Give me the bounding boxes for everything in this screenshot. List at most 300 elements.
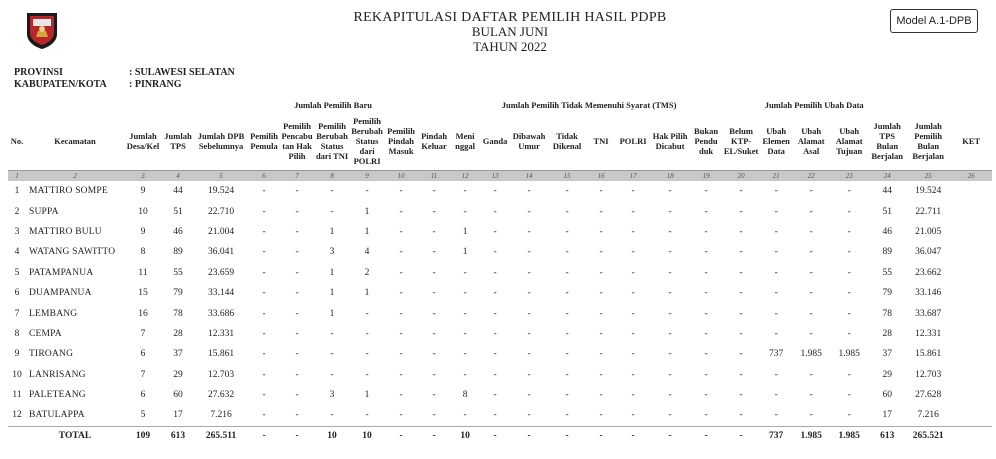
table-cell: 7 [14, 308, 20, 319]
table-cell: 46 [173, 226, 183, 237]
column-header: No. [10, 136, 24, 146]
table-cell: 2 [364, 267, 370, 278]
table-cell: - [280, 426, 314, 445]
table-cell: 1 [364, 226, 370, 237]
table-cell: 9 [140, 186, 146, 197]
table-cell: - [704, 267, 708, 278]
table-cell: - [774, 186, 778, 197]
column-number: 13 [480, 171, 510, 182]
table-cell: 16 [138, 308, 148, 319]
column-number: 22 [792, 171, 830, 182]
table-cell: - [262, 186, 266, 197]
table-cell: - [631, 206, 635, 217]
column-header: Ubah Alamat Asal [797, 126, 825, 156]
table-cell: - [510, 426, 548, 445]
table-cell: 6 [140, 390, 146, 401]
table-cell: 29 [882, 369, 892, 380]
table-cell: - [809, 390, 813, 401]
table-cell: - [599, 288, 603, 299]
group-header-new-voters: Jumlah Pemilih Baru [294, 100, 373, 110]
table-cell: 613 [868, 426, 906, 445]
table-cell: 33.146 [915, 288, 942, 299]
kecamatan-cell: TOTAL [26, 426, 124, 445]
table-cell: - [565, 288, 569, 299]
table-cell: 10 [450, 426, 480, 445]
table-cell: 23.659 [207, 267, 235, 278]
table-cell [950, 344, 992, 364]
table-cell: - [704, 226, 708, 237]
table-cell: - [399, 267, 403, 278]
table-cell: - [631, 410, 635, 421]
column-number: 23 [830, 171, 868, 182]
table-cell: - [631, 308, 635, 319]
column-number: 20 [722, 171, 760, 182]
table-cell: 60 [882, 390, 892, 401]
column-header: Pemilih Berubah Status dari POLRI [351, 116, 383, 166]
table-cell: - [330, 206, 334, 217]
table-cell: - [295, 247, 299, 258]
table-cell: - [565, 206, 569, 217]
table-cell: - [599, 206, 603, 217]
table-cell: - [668, 226, 672, 237]
table-cell [950, 365, 992, 385]
table-row [8, 263, 992, 283]
table-cell: 79 [173, 288, 183, 299]
table-cell: 23.662 [915, 267, 942, 278]
table-cell: 9 [14, 349, 20, 360]
table-cell: 10 [314, 426, 350, 445]
table-cell: - [330, 328, 334, 339]
column-number: 6 [248, 171, 280, 182]
table-cell: 3 [329, 390, 335, 401]
column-number: 9 [350, 171, 384, 182]
column-number: 26 [950, 171, 992, 182]
table-cell: - [739, 247, 743, 258]
table-cell: - [774, 206, 778, 217]
table-cell: - [774, 410, 778, 421]
table-cell: - [418, 426, 450, 445]
table-cell: 10 [138, 206, 148, 217]
kecamatan-cell: WATANG SAWITTO [29, 247, 116, 258]
table-cell: - [463, 328, 467, 339]
table-cell: - [631, 186, 635, 197]
table-cell: - [847, 267, 851, 278]
table-cell: - [399, 186, 403, 197]
table-cell: - [432, 267, 436, 278]
kecamatan-cell: MATTIRO BULU [29, 226, 102, 237]
report-month: BULAN JUNI [471, 24, 549, 40]
column-header: KET [962, 136, 981, 146]
table-cell: - [774, 369, 778, 380]
table-cell: 89 [882, 247, 892, 258]
table-cell: - [493, 390, 497, 401]
table-cell: 7 [140, 369, 146, 380]
table-cell: 44 [173, 186, 183, 197]
table-cell: - [565, 226, 569, 237]
table-cell: - [631, 267, 635, 278]
table-cell: - [668, 349, 672, 360]
column-number: 10 [384, 171, 418, 182]
table-cell: - [330, 186, 334, 197]
table-cell: - [668, 247, 672, 258]
table-cell: - [739, 288, 743, 299]
table-cell: - [616, 426, 650, 445]
table-cell: - [774, 328, 778, 339]
column-header: Ubah Alamat Tujuan [835, 126, 863, 156]
table-cell: - [493, 226, 497, 237]
table-cell: 33.144 [207, 288, 235, 299]
table-cell: - [565, 308, 569, 319]
table-cell: 51 [173, 206, 183, 217]
table-cell: - [399, 328, 403, 339]
table-cell: - [739, 390, 743, 401]
table-cell: - [463, 308, 467, 319]
column-header: Ganda [482, 136, 508, 146]
table-cell: - [262, 226, 266, 237]
table-cell: - [809, 369, 813, 380]
table-cell: - [809, 308, 813, 319]
table-cell: - [668, 369, 672, 380]
table-cell: - [847, 288, 851, 299]
table-cell: 5 [14, 267, 20, 278]
column-header: Meni nggal [455, 131, 475, 151]
table-cell: 19.524 [207, 186, 235, 197]
table-cell: - [432, 247, 436, 258]
table-cell: - [739, 186, 743, 197]
table-cell: - [527, 390, 531, 401]
column-number: 11 [418, 171, 450, 182]
table-cell: 109 [124, 426, 162, 445]
table-cell: - [432, 186, 436, 197]
table-cell: - [493, 267, 497, 278]
kpu-logo-icon [24, 10, 60, 50]
column-number: 18 [650, 171, 690, 182]
table-cell: 60 [173, 390, 183, 401]
group-header-data-change: Jumlah Pemilih Ubah Data [764, 100, 864, 110]
column-header: Jumlah Desa/Kel [126, 131, 160, 151]
report-title: REKAPITULASI DAFTAR PEMILIH HASIL PDPB [353, 10, 667, 25]
table-row [8, 283, 992, 303]
table-cell: - [690, 426, 722, 445]
table-cell: - [565, 410, 569, 421]
table-cell: - [809, 247, 813, 258]
table-cell: - [463, 186, 467, 197]
table-cell: - [493, 328, 497, 339]
table-cell: 10 [350, 426, 384, 445]
kecamatan-cell: CEMPA [29, 328, 62, 339]
column-number: 21 [760, 171, 792, 182]
table-cell: - [739, 410, 743, 421]
table-cell: - [704, 328, 708, 339]
table-cell: - [463, 288, 467, 299]
table-cell: - [599, 390, 603, 401]
table-cell: - [527, 328, 531, 339]
table-cell: 55 [882, 267, 892, 278]
region-info [14, 67, 235, 91]
table-cell: 1 [329, 226, 335, 237]
table-cell: 1 [462, 226, 468, 237]
table-cell: 5 [140, 410, 146, 421]
table-cell: 22.711 [915, 206, 942, 217]
kecamatan-cell: PALETEANG [29, 390, 86, 401]
table-row [8, 181, 992, 201]
column-header: Pemilih Berubah Status dari TNI [315, 121, 349, 161]
table-cell [950, 201, 992, 221]
table-cell: - [565, 369, 569, 380]
model-badge: Model A.1-DPB [890, 9, 978, 33]
table-cell: - [739, 206, 743, 217]
column-header: Jumlah TPS Bulan Berjalan [871, 121, 904, 161]
table-cell: - [668, 267, 672, 278]
table-row [8, 405, 992, 426]
table-cell: - [847, 226, 851, 237]
table-cell [950, 222, 992, 242]
table-cell: - [262, 288, 266, 299]
table-cell: 10 [12, 369, 22, 380]
table-cell: - [432, 206, 436, 217]
table-cell: 55 [173, 267, 183, 278]
table-cell: - [295, 349, 299, 360]
table-cell: 37 [882, 349, 892, 360]
table-cell: - [668, 186, 672, 197]
table-cell: - [330, 369, 334, 380]
group-header-tms: Jumlah Pemilih Tidak Memenuhi Syarat (TMS) [501, 100, 677, 110]
table-cell: - [295, 206, 299, 217]
table-cell: - [565, 186, 569, 197]
column-number: 8 [314, 171, 350, 182]
table-cell: 613 [162, 426, 194, 445]
table-cell: - [704, 247, 708, 258]
table-cell: 4 [14, 247, 20, 258]
table-cell: - [668, 288, 672, 299]
column-header: Bukan Pendu duk [694, 126, 719, 156]
table-cell: - [432, 288, 436, 299]
table-cell: - [463, 369, 467, 380]
column-header: Pemilih Pindah Masuk [387, 126, 415, 156]
table-cell: - [365, 328, 369, 339]
table-cell: - [365, 369, 369, 380]
table-cell [950, 405, 992, 426]
table-cell [950, 303, 992, 323]
table-cell: 33.687 [915, 308, 942, 319]
kecamatan-cell: PATAMPANUA [29, 267, 94, 278]
table-cell: 265.521 [906, 426, 950, 445]
table-cell: - [599, 186, 603, 197]
kecamatan-cell: LANRISANG [29, 369, 86, 380]
table-row [8, 222, 992, 242]
kecamatan-cell: BATULAPPA [29, 410, 85, 421]
table-cell: - [704, 288, 708, 299]
table-cell: 27.628 [915, 390, 942, 401]
table-cell [950, 181, 992, 201]
table-cell: - [365, 410, 369, 421]
table-cell: - [527, 410, 531, 421]
table-cell: 28 [882, 328, 892, 339]
table-cell: 9 [140, 226, 146, 237]
table-cell: 78 [173, 308, 183, 319]
provinsi-value: : SULAWESI SELATAN [129, 67, 235, 78]
table-cell: - [847, 247, 851, 258]
kecamatan-cell: LEMBANG [29, 308, 78, 319]
table-cell: 21.005 [915, 226, 942, 237]
table-cell: - [295, 308, 299, 319]
table-cell: - [330, 410, 334, 421]
table-cell: - [463, 349, 467, 360]
table-cell: - [262, 328, 266, 339]
column-header: Pindah Keluar [421, 131, 448, 151]
table-cell: 1 [462, 247, 468, 258]
table-cell: - [399, 247, 403, 258]
kabupaten-value: : PINRANG [129, 79, 182, 90]
table-cell: - [463, 267, 467, 278]
table-cell: - [809, 328, 813, 339]
table-cell: 1 [364, 390, 370, 401]
table-row [8, 303, 992, 323]
table-cell: - [330, 349, 334, 360]
table-cell: 737 [769, 349, 784, 360]
table-cell: 79 [882, 288, 892, 299]
table-cell: - [668, 308, 672, 319]
table-cell: - [399, 390, 403, 401]
table-cell: - [432, 390, 436, 401]
table-cell: - [847, 390, 851, 401]
table-cell: - [262, 410, 266, 421]
table-cell: 1 [14, 186, 20, 197]
table-cell: - [704, 410, 708, 421]
kecamatan-cell: TIROANG [29, 349, 74, 360]
column-number: 4 [162, 171, 194, 182]
column-header: Belum KTP-EL/Suket [723, 126, 759, 156]
column-number: 2 [26, 171, 124, 182]
table-cell: - [432, 328, 436, 339]
column-header: Dibawah Umur [512, 131, 546, 151]
table-cell: - [295, 328, 299, 339]
table-cell: 19.524 [915, 186, 942, 197]
table-cell [950, 263, 992, 283]
table-cell: - [774, 390, 778, 401]
table-cell: - [565, 390, 569, 401]
column-number: 19 [690, 171, 722, 182]
table-cell: 22.710 [207, 206, 235, 217]
column-number: 24 [868, 171, 906, 182]
table-cell: - [599, 226, 603, 237]
table-cell: 17 [173, 410, 183, 421]
table-cell: 1 [364, 206, 370, 217]
table-cell: - [399, 288, 403, 299]
table-cell: - [599, 308, 603, 319]
table-cell: - [847, 328, 851, 339]
column-number: 14 [510, 171, 548, 182]
table-cell: - [248, 426, 280, 445]
column-header: Hak Pilih Dicabut [652, 131, 688, 151]
table-cell: 7.216 [210, 410, 232, 421]
table-cell: - [565, 328, 569, 339]
table-cell: - [262, 308, 266, 319]
table-cell: - [262, 267, 266, 278]
table-cell: 1.985 [792, 426, 830, 445]
table-cell: - [631, 247, 635, 258]
table-cell: - [432, 349, 436, 360]
table-cell [950, 242, 992, 262]
table-cell: - [432, 226, 436, 237]
table-cell: - [650, 426, 690, 445]
column-header: Pemilih Pencabu tan Hak Pilih [281, 121, 313, 161]
column-header: Pemilih Pemula [250, 131, 278, 151]
table-cell: - [527, 369, 531, 380]
table-cell: - [565, 267, 569, 278]
kabupaten-label: KABUPATEN/KOTA [14, 79, 107, 90]
table-cell: - [809, 186, 813, 197]
table-cell: - [565, 247, 569, 258]
table-cell: - [774, 226, 778, 237]
table-cell: - [493, 186, 497, 197]
table-cell: - [739, 226, 743, 237]
table-cell: - [631, 226, 635, 237]
table-cell: - [527, 206, 531, 217]
table-cell: 36.047 [915, 247, 942, 258]
table-cell: 89 [173, 247, 183, 258]
table-cell: 15.861 [915, 349, 942, 360]
table-cell: 1.985 [830, 426, 868, 445]
table-cell: - [704, 390, 708, 401]
table-cell: - [631, 328, 635, 339]
table-cell: - [463, 206, 467, 217]
table-cell: 737 [760, 426, 792, 445]
table-cell: 33.686 [207, 308, 235, 319]
table-cell: 78 [882, 308, 892, 319]
table-cell: - [399, 206, 403, 217]
table-cell: - [586, 426, 616, 445]
table-cell: - [847, 369, 851, 380]
table-cell: 12 [12, 410, 22, 421]
table-cell: 3 [14, 226, 20, 237]
table-cell: 265.511 [194, 426, 248, 445]
table-cell: - [847, 186, 851, 197]
table-cell: 44 [882, 186, 892, 197]
column-header: Jumlah TPS [164, 131, 192, 151]
table-cell: - [527, 247, 531, 258]
table-cell: 8 [140, 247, 146, 258]
table-cell: - [668, 328, 672, 339]
table-cell: - [847, 206, 851, 217]
table-cell: - [548, 426, 586, 445]
table-cell: 51 [882, 206, 892, 217]
table-cell: - [739, 267, 743, 278]
table-cell: 2 [14, 206, 20, 217]
table-cell: - [599, 267, 603, 278]
table-cell: 27.632 [207, 390, 235, 401]
table-cell: - [493, 206, 497, 217]
table-cell: 1.985 [838, 349, 860, 360]
table-cell: - [432, 369, 436, 380]
table-cell: 15 [138, 288, 148, 299]
table-cell: - [295, 267, 299, 278]
table-cell: - [262, 390, 266, 401]
table-cell: 46 [882, 226, 892, 237]
table-cell: - [704, 349, 708, 360]
table-cell: 8 [462, 390, 468, 401]
column-header: Jumlah DPB Sebelumnya [197, 131, 245, 151]
table-cell: - [565, 349, 569, 360]
table-cell: - [739, 328, 743, 339]
recap-table [8, 98, 992, 445]
table-cell: 3 [329, 247, 335, 258]
table-cell: - [262, 247, 266, 258]
table-cell: - [739, 308, 743, 319]
table-cell: - [399, 369, 403, 380]
table-cell: 28 [173, 328, 183, 339]
column-number: 1 [8, 171, 26, 182]
